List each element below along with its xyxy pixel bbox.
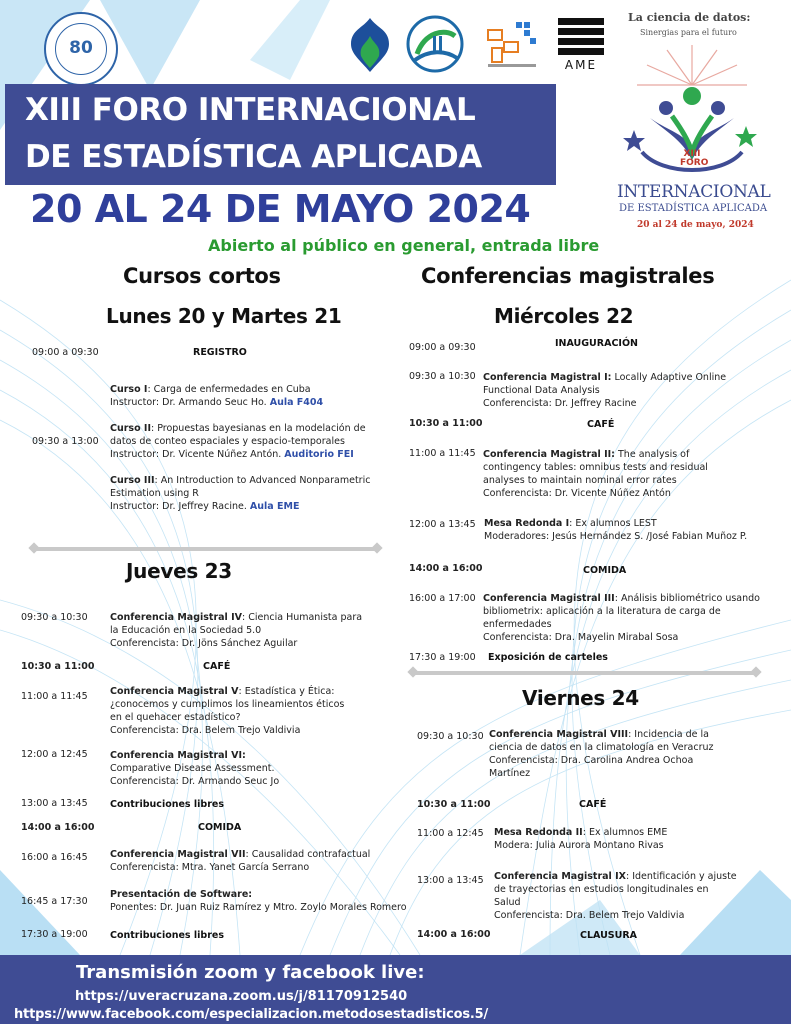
course-2 — [110, 422, 366, 461]
keynote-9-title-3: Salud — [494, 897, 521, 908]
wed-time-2: 09:30 a 10:30 — [409, 371, 476, 382]
course-3-label: Curso III — [110, 475, 155, 486]
course-3-instructor: Instructor: Dr. Jeffrey Racine. — [110, 501, 247, 512]
keynote-7-label: Conferencia Magistral VII — [110, 849, 246, 860]
ame-logo — [558, 18, 604, 72]
thu-time-7: 16:00 a 16:45 — [21, 852, 88, 863]
course-1-title: : Carga de enfermedades en Cuba — [147, 384, 311, 395]
thu-cafe: CAFÉ — [203, 661, 231, 672]
keynote-5-speaker: Conferencista: Dra. Belem Trejo Valdivia — [110, 725, 301, 736]
keynote-5-label: Conferencia Magistral V — [110, 686, 239, 697]
wed-cafe: CAFÉ — [587, 419, 615, 430]
keynote-2-speaker: Conferencista: Dr. Vicente Núñez Antón — [483, 488, 671, 499]
heading-thu: Jueves 23 — [126, 559, 232, 583]
open-public-note: Abierto al público en general, entrada libre — [208, 236, 600, 255]
wed-time-1: 09:00 a 09:30 — [409, 342, 476, 353]
keynote-8 — [489, 728, 713, 780]
keynote-1-speaker: Conferencista: Dr. Jeffrey Racine — [483, 398, 637, 409]
thu-time-2: 10:30 a 11:00 — [21, 661, 95, 672]
course-3-title-1: : An Introduction to Advanced Nonparametric — [154, 475, 371, 486]
thu-time-1: 09:30 a 10:30 — [21, 612, 88, 623]
keynote-4-speaker: Conferencista: Dr. Jöns Sánchez Aguilar — [110, 638, 298, 649]
event-logo-tagline-2: Sinergias para el futuro — [640, 28, 737, 37]
software-speakers: Ponentes: Dr. Juan Ruiz Ramírez y Mtro. Zoylo Morales Romero — [110, 902, 407, 913]
keynote-1-label: Conferencia Magistral I: — [483, 372, 612, 383]
keynote-3-title-3: enfermedades — [483, 619, 552, 630]
mon-registro-time: 09:00 a 09:30 — [32, 347, 99, 358]
keynote-3-title-1: : Análisis bibliométrico usando — [614, 593, 760, 604]
wed-posters: Exposición de carteles — [488, 652, 608, 663]
event-dates: 20 AL 24 DE MAYO 2024 — [30, 187, 531, 231]
keynote-9-speaker: Conferencista: Dra. Belem Trejo Valdivia — [494, 910, 685, 921]
ame-logo-text: AME — [564, 58, 598, 72]
course-1-room: Aula F404 — [269, 397, 324, 408]
course-1-instructor: Instructor: Dr. Armando Seuc Ho. — [110, 397, 267, 408]
course-3-room: Aula EME — [249, 501, 300, 512]
keynote-1 — [483, 371, 726, 410]
seal-number: 80 — [69, 38, 93, 58]
fri-time-1: 09:30 a 10:30 — [417, 731, 484, 742]
keynote-2 — [483, 448, 708, 500]
heading-wed: Miércoles 22 — [494, 304, 634, 328]
round-table-2-title: : Ex alumnos EME — [582, 827, 668, 838]
institute-logo — [405, 14, 465, 74]
event-logo-tagline-1: La ciencia de datos: — [628, 11, 751, 24]
fri-time-3: 11:00 a 12:45 — [417, 828, 484, 839]
keynote-5-title-3: en el quehacer estadístico? — [110, 712, 241, 723]
keynote-2-label: Conferencia Magistral II: — [483, 449, 615, 460]
keynote-3-speaker: Conferencista: Dra. Mayelin Mirabal Sosa — [483, 632, 679, 643]
keynote-8-title-1: : Incidencia de la — [628, 729, 709, 740]
round-table-1-label: Mesa Redonda I — [484, 518, 570, 529]
course-1-label: Curso I — [110, 384, 148, 395]
keynote-4-title-2: la Educación en la Sociedad 5.0 — [110, 625, 262, 636]
thu-time-9: 17:30 a 19:00 — [21, 929, 88, 940]
fri-time-2: 10:30 a 11:00 — [417, 799, 491, 810]
event-logo-name-1: INTERNACIONAL — [617, 182, 771, 202]
title-line-1: XIII FORO INTERNACIONAL — [25, 92, 476, 128]
event-logo-name-2: DE ESTADÍSTICA APLICADA — [619, 203, 768, 214]
keynote-7 — [110, 848, 370, 874]
keynote-8-label: Conferencia Magistral VIII — [489, 729, 629, 740]
keynote-5-title-1: : Estadística y Ética: — [238, 686, 335, 697]
badge-line-1: XIII — [683, 149, 701, 159]
event-logo-dates: 20 al 24 de mayo, 2024 — [637, 220, 754, 230]
keynote-6-speaker: Conferencista: Dr. Armando Seuc Jo — [110, 776, 280, 787]
wed-time-6: 14:00 a 16:00 — [409, 563, 483, 574]
round-table-2 — [494, 826, 667, 852]
thu-time-3: 11:00 a 11:45 — [21, 691, 88, 702]
course-2-instructor: Instructor: Dr. Vicente Núñez Antón. — [110, 449, 282, 460]
course-3 — [110, 474, 370, 513]
wed-inauguracion: INAUGURACIÓN — [555, 338, 638, 349]
wed-time-5: 12:00 a 13:45 — [409, 519, 476, 530]
fri-time-4: 13:00 a 13:45 — [417, 875, 484, 886]
divider-left — [32, 547, 379, 551]
keynote-6 — [110, 749, 279, 788]
thu-time-4: 12:00 a 12:45 — [21, 749, 88, 760]
footer-stream-title: Transmisión zoom y facebook live: — [76, 962, 425, 983]
footer-zoom-link[interactable]: https://uveracruzana.zoom.us/j/81170912540 — [75, 989, 408, 1004]
course-2-room: Auditorio FEI — [284, 449, 354, 460]
fri-clausura: CLAUSURA — [580, 930, 638, 941]
wed-time-4: 11:00 a 11:45 — [409, 448, 476, 459]
uv-flame-logo — [345, 14, 395, 74]
software-label: Presentación de Software: — [110, 889, 253, 900]
keynote-2-title-3: analyses to maintain nominal error rates — [483, 475, 677, 486]
faculty-estadistica-logo — [486, 18, 538, 70]
heading-mon-tue: Lunes 20 y Martes 21 — [106, 304, 342, 328]
round-table-1-moderators: Moderadores: Jesús Hernández S. /José Fabian Muñoz P. — [484, 531, 748, 542]
keynote-6-label: Conferencia Magistral VI: — [110, 750, 246, 761]
keynote-7-title: : Causalidad contrafactual — [245, 849, 371, 860]
keynote-1-title-1: Locally Adaptive Online — [611, 372, 727, 383]
keynote-9 — [494, 870, 737, 922]
course-2-title-2: datos de conteo espaciales y espacio-temporales — [110, 436, 345, 447]
course-1 — [110, 383, 323, 409]
course-2-label: Curso II — [110, 423, 151, 434]
keynote-9-label: Conferencia Magistral IX — [494, 871, 626, 882]
keynote-4-label: Conferencia Magistral IV — [110, 612, 242, 623]
heading-fri: Viernes 24 — [522, 686, 639, 710]
keynote-3-label: Conferencia Magistral III — [483, 593, 615, 604]
round-table-2-label: Mesa Redonda II — [494, 827, 583, 838]
keynote-2-title-1: The analysis of — [614, 449, 690, 460]
mon-registro: REGISTRO — [193, 347, 247, 358]
keynote-8-title-2: ciencia de datos en la climatología en Veracruz — [489, 742, 714, 753]
title-banner — [5, 84, 556, 185]
keynote-4 — [110, 611, 362, 650]
fri-cafe: CAFÉ — [579, 799, 607, 810]
keynote-5 — [110, 685, 344, 737]
heading-short-courses: Cursos cortos — [123, 264, 281, 288]
course-3-title-2: Estimation using R — [110, 488, 199, 499]
round-table-2-moderator: Modera: Julia Aurora Montano Rivas — [494, 840, 664, 851]
thu-time-5: 13:00 a 13:45 — [21, 798, 88, 809]
keynote-2-title-2: contingency tables: omnibus tests and residual — [483, 462, 708, 473]
wed-comida: COMIDA — [583, 565, 627, 576]
thu-time-8: 16:45 a 17:30 — [21, 896, 88, 907]
thu-contrib-2: Contribuciones libres — [110, 930, 224, 941]
wed-time-8: 17:30 a 19:00 — [409, 652, 476, 663]
software-presentation — [110, 888, 407, 914]
round-table-1-title: : Ex alumnos LEST — [569, 518, 657, 529]
badge-line-2: FORO — [680, 158, 709, 168]
heading-keynotes: Conferencias magistrales — [421, 264, 715, 288]
fri-time-5: 14:00 a 16:00 — [417, 929, 491, 940]
round-table-1 — [484, 517, 747, 543]
keynote-9-title-1: : Identificación y ajuste — [625, 871, 737, 882]
keynote-3-title-2: bibliometrix: aplicación a la literatura de carga de — [483, 606, 721, 617]
keynote-8-speaker-2: Martínez — [489, 768, 531, 779]
keynote-1-title-2: Functional Data Analysis — [483, 385, 600, 396]
keynote-6-title: Comparative Disease Assessment. — [110, 763, 275, 774]
keynote-4-title-1: : Ciencia Humanista para — [242, 612, 363, 623]
university-seal-logo — [44, 12, 118, 86]
keynote-3 — [483, 592, 760, 644]
keynote-7-speaker: Conferencista: Mtra. Yanet García Serrano — [110, 862, 310, 873]
keynote-5-title-2: ¿conocemos y cumplimos los lineamientos éticos — [110, 699, 345, 710]
thu-comida: COMIDA — [198, 822, 242, 833]
title-line-2: DE ESTADÍSTICA APLICADA — [25, 139, 482, 175]
keynote-8-speaker-1: Conferencista: Dra. Carolina Andrea Ochoa — [489, 755, 694, 766]
mon-courses-time: 09:30 a 13:00 — [32, 436, 99, 447]
wed-time-3: 10:30 a 11:00 — [409, 418, 483, 429]
keynote-9-title-2: de trayectorias en estudios longitudinales en — [494, 884, 709, 895]
divider-right — [411, 671, 758, 675]
wed-time-7: 16:00 a 17:00 — [409, 593, 476, 604]
footer-facebook-link[interactable]: https://www.facebook.com/especializacion.metodosestadisticos.5/ — [14, 1007, 489, 1022]
thu-time-6: 14:00 a 16:00 — [21, 822, 95, 833]
course-2-title-1: : Propuestas bayesianas en la modelación de — [150, 423, 366, 434]
thu-contrib-1: Contribuciones libres — [110, 799, 224, 810]
event-emblem-badge — [680, 149, 709, 168]
